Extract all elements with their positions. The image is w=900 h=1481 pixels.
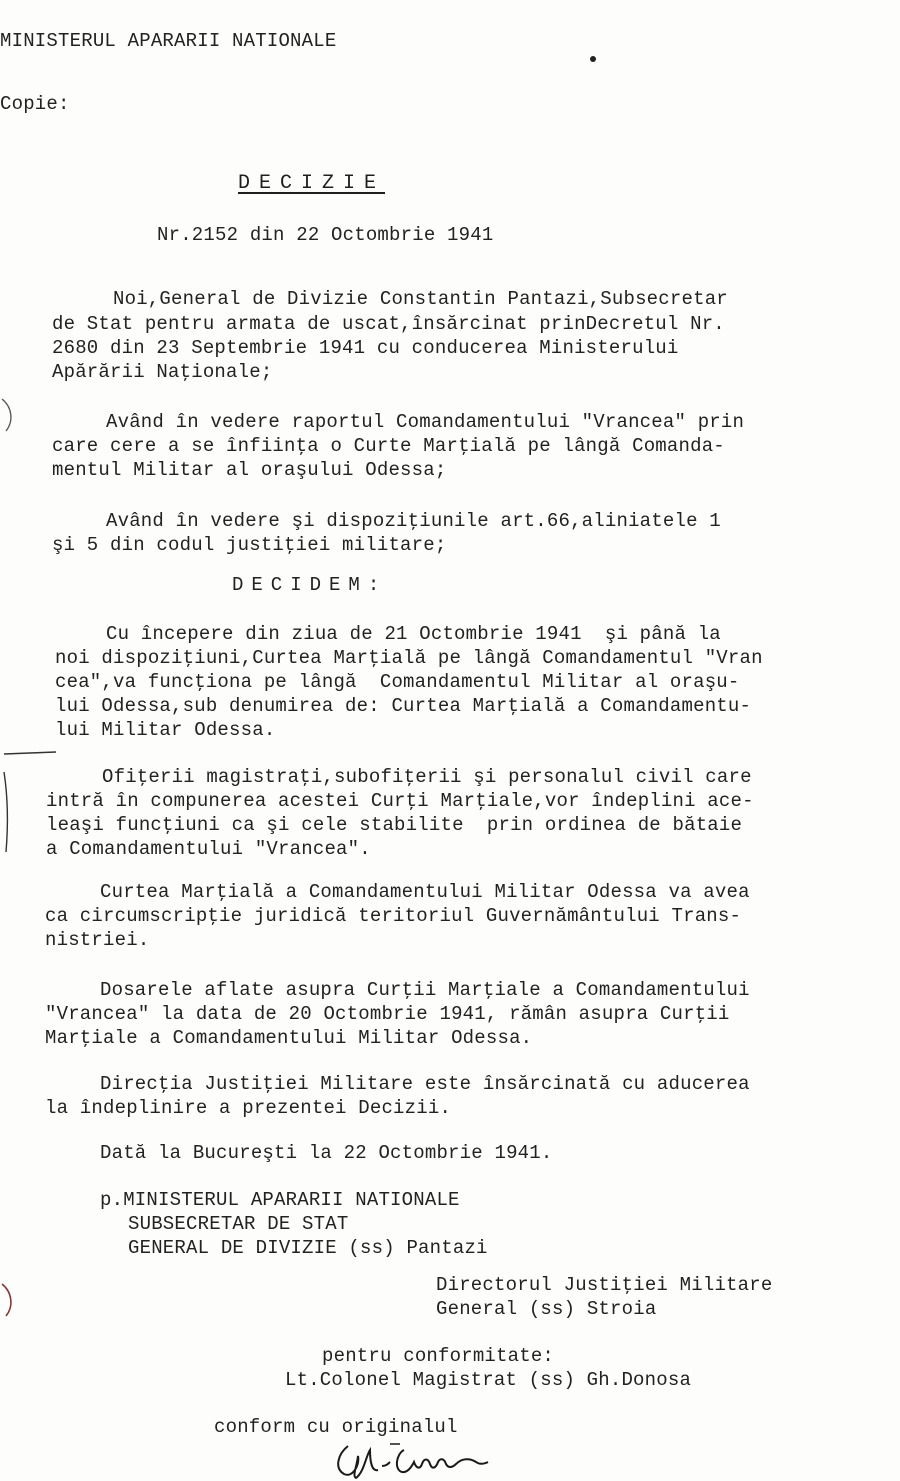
paragraph-6-line-1: Curtea Marţială a Comandamentului Militar Odessa va avea — [100, 881, 750, 903]
paragraph-8-line-2: la îndeplinire a prezentei Decizii. — [45, 1097, 452, 1119]
director-line-1: Directorul Justiţiei Militare — [436, 1274, 773, 1296]
paragraph-5-line-4: a Comandamentului "Vrancea". — [46, 838, 371, 860]
paragraph-1-line-1: Noi,General de Divizie Constantin Pantazi,Subsecretar — [113, 288, 728, 310]
document-title: DECIZIE — [238, 172, 386, 195]
handwritten-signature — [330, 1436, 550, 1481]
paragraph-4-line-3: cea",va funcţiona pe lângă Comandamentul Militar al oraşu- — [55, 671, 740, 693]
decision-number: Nr.2152 din 22 Octombrie 1941 — [157, 224, 494, 246]
paragraph-4-line-2: noi dispoziţiuni,Curtea Marţială pe lângă Comandamentul "Vran — [55, 647, 763, 669]
ink-dot-mark — [590, 56, 596, 62]
original-note: conform cu originalul — [214, 1416, 458, 1438]
paragraph-1-line-3: 2680 din 23 Septembrie 1941 cu conducerea Ministerului — [52, 337, 679, 359]
paragraph-6-line-3: nistriei. — [45, 929, 150, 951]
paragraph-4-line-1: Cu începere din ziua de 21 Octombrie 1941 şi până la — [106, 623, 721, 645]
paragraph-5-line-2: intră în compunerea acestei Curţi Marţiale,vor îndeplini ace- — [46, 790, 754, 812]
signature-ministry-line-1: p.MINISTERUL APARARII NATIONALE — [100, 1189, 460, 1211]
paragraph-7-line-3: Marţiale a Comandamentului Militar Odessa. — [45, 1027, 533, 1049]
paragraph-4-line-5: lui Militar Odessa. — [55, 719, 276, 741]
paragraph-7-line-1: Dosarele aflate asupra Curţii Marţiale a Comandamentului — [100, 979, 750, 1001]
signature-ministry-line-2: SUBSECRETAR DE STAT — [128, 1213, 349, 1235]
director-line-2: General (ss) Stroia — [436, 1298, 657, 1320]
signature-ministry-line-3: GENERAL DE DIVIZIE (ss) Pantazi — [128, 1237, 488, 1259]
paragraph-1-line-4: Apărării Naţionale; — [52, 361, 273, 383]
paragraph-1-line-2: de Stat pentru armata de uscat,însărcinat prinDecretul Nr. — [52, 313, 725, 335]
margin-bracket-mark — [0, 748, 60, 858]
paragraph-3-line-2: şi 5 din codul justiţiei militare; — [52, 534, 447, 556]
conformity-line-1: pentru conformitate: — [322, 1345, 555, 1367]
paragraph-5-line-1: Ofiţerii magistraţi,subofiţerii şi personalul civil care — [102, 766, 752, 788]
paragraph-7-line-2: "Vrancea" la data de 20 Octombrie 1941, rămân asupra Curţii — [45, 1003, 730, 1025]
date-line: Dată la Bucureşti la 22 Octombrie 1941. — [100, 1142, 553, 1164]
paragraph-5-line-3: leaşi funcţiuni ca şi cele stabilite prin ordinea de bătaie — [46, 814, 743, 836]
paragraph-6-line-2: ca circumscripţie juridică teritoriul Guvernământului Trans- — [45, 905, 742, 927]
paragraph-4-line-4: lui Odessa,sub denumirea de: Curtea Marţială a Comandamentu- — [55, 695, 752, 717]
ministry-header: MINISTERUL APARARII NATIONALE — [0, 30, 337, 52]
paragraph-2-line-3: mentul Militar al oraşului Odessa; — [52, 459, 447, 481]
paragraph-2-line-2: care cere a se înfiinţa o Curte Marţială pe lângă Comanda- — [52, 435, 725, 457]
margin-arc-mark-top — [0, 395, 20, 435]
decidem-heading: DECIDEM: — [232, 574, 388, 596]
paragraph-8-line-1: Direcţia Justiţiei Militare este însărcinată cu aducerea — [100, 1073, 750, 1095]
paragraph-3-line-1: Având în vedere şi dispoziţiunile art.66,aliniatele 1 — [106, 510, 721, 532]
margin-arc-mark-bottom — [0, 1280, 20, 1320]
conformity-line-2: Lt.Colonel Magistrat (ss) Gh.Donosa — [285, 1369, 692, 1391]
copy-label: Copie: — [0, 93, 70, 115]
paragraph-2-line-1: Având în vedere raportul Comandamentului "Vrancea" prin — [106, 411, 745, 433]
